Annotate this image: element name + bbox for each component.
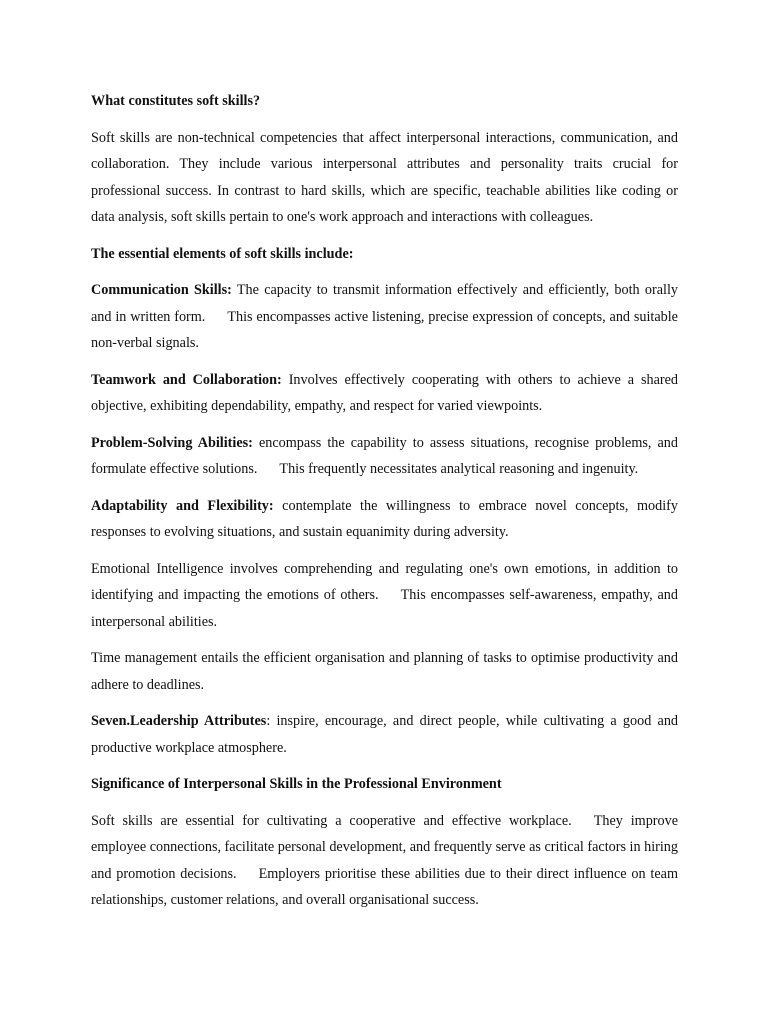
- emotional-intelligence-text-a: Emotional Intelligence involves comprehending and regulating one's own emotions, in addition to identifying and impacting the emotions of others.: [91, 560, 678, 603]
- paragraph-time-management: Time management entails the efficient organisation and planning of tasks to optimise productivity and adhere to deadlines.: [91, 650, 678, 693]
- adaptability-text: contemplate the willingness to embrace novel concepts, modify responses to evolving situations, and sustain equanimity during adversity.: [91, 497, 679, 540]
- problem-solving-text-a: encompass the capability to assess situations, recognise problems, and formulate effective solutions.: [91, 434, 678, 477]
- term-teamwork: Teamwork and Collaboration:: [91, 371, 282, 388]
- term-communication-skills: Communication Skills:: [91, 282, 232, 298]
- significance-text-a: Soft skills are essential for cultivating a cooperative and effective workplace.: [91, 812, 572, 829]
- paragraph-leadership: [91, 708, 678, 761]
- communication-text-a: The capacity to transmit information effectively and efficiently, both orally and in written form.: [91, 282, 678, 325]
- paragraph-problem-solving: [91, 430, 678, 483]
- heading-essential-elements: The essential elements of soft skills include:: [91, 245, 354, 262]
- paragraph-communication-skills: [91, 277, 678, 357]
- paragraph-significance: [91, 808, 678, 914]
- leadership-text: : inspire, encourage, and direct people, while cultivating a good and productive workplace atmosphere.: [91, 713, 679, 756]
- teamwork-text: Involves effectively cooperating with others to achieve a shared objective, exhibiting dependability, empathy, and respect for varied viewpoints.: [91, 371, 679, 414]
- communication-text-b: This encompasses active listening, precise expression of concepts, and suitable non-verbal signals.: [91, 308, 678, 351]
- emotional-intelligence-text-b: This encompasses self-awareness, empathy, and interpersonal abilities.: [91, 587, 678, 630]
- heading-significance: Significance of Interpersonal Skills in the Professional Environment: [91, 776, 502, 792]
- significance-text-b: They improve employee connections, facilitate personal development, and frequently serve as critical factors in hiring and promotion decisions.: [91, 812, 678, 882]
- heading-what-constitutes-soft-skills: What constitutes soft skills?: [91, 93, 261, 109]
- paragraph-emotional-intelligence: [91, 556, 678, 636]
- term-problem-solving: Problem-Solving Abilities:: [91, 434, 253, 451]
- significance-text-c: Employers prioritise these abilities due to their direct influence on team relationships, customer relations, and overall organisational success.: [91, 865, 678, 908]
- term-adaptability: Adaptability and Flexibility:: [91, 497, 274, 514]
- document-page: [91, 88, 678, 924]
- paragraph-teamwork: [91, 367, 678, 420]
- problem-solving-text-b: This frequently necessitates analytical reasoning and ingenuity.: [279, 461, 639, 477]
- paragraph-intro: Soft skills are non-technical competencies that affect interpersonal interactions, communication, and collaboration. They include various interpersonal attributes and personality traits crucial for professional success. In contrast to hard skills, which are specific, teachable abilities like coding or data analysis, soft skills pertain to one's work approach and interactions with colleagues.: [91, 129, 678, 225]
- paragraph-adaptability: [91, 493, 678, 546]
- term-leadership: Seven.Leadership Attributes: [91, 713, 267, 729]
